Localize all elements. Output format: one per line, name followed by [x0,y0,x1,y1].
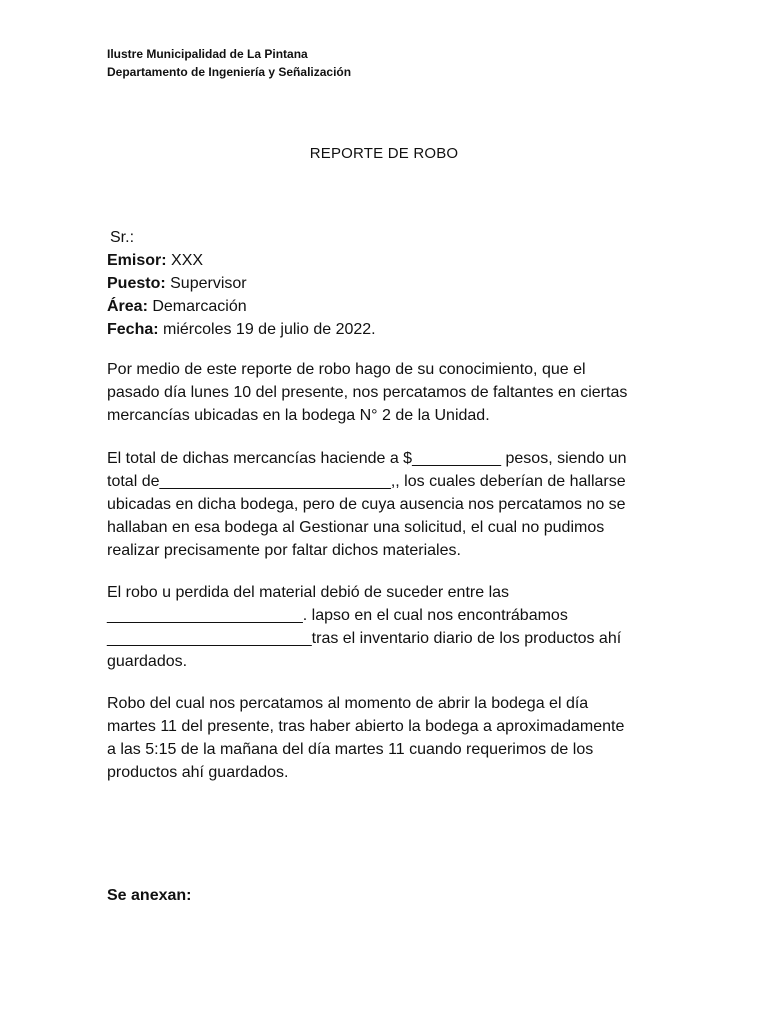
paragraph-line: Robo del cual nos percatamos al momento de abrir la bodega el día [107,695,589,712]
report-fields [107,226,376,341]
field-fecha-label: Fecha: [107,321,159,338]
annex-label: Se anexan: [107,887,192,904]
paragraph-line: productos ahí guardados. [107,764,289,781]
field-area-label: Área: [107,298,148,315]
field-area-value: Demarcación [147,298,247,315]
paragraph-line: El robo u perdida del material debió de suceder entre las [107,584,510,601]
field-puesto-label: Puesto: [107,275,166,292]
paragraph-line: realizar precisamente por faltar dichos materiales. [107,542,461,559]
paragraph-total [107,447,667,562]
letterhead [107,45,351,81]
paragraph-line: guardados. [107,653,188,670]
paragraph-line: El total de dichas mercancías haciende a $__________ pesos, siendo un [107,450,627,467]
paragraph-line: _______________________tras el inventario diario de los productos ahí [107,630,622,647]
field-emisor-label: Emisor: [107,252,167,269]
salutation: Sr.: [110,229,135,246]
paragraph-line: ubicadas en dicha bodega, pero de cuya ausencia nos percatamos no se [107,496,626,513]
letterhead-department: Departamento de Ingeniería y Señalización [107,65,352,79]
paragraph-line: a las 5:15 de la mañana del día martes 11 cuando requerimos de los [107,741,594,758]
field-emisor-value: XXX [166,252,204,269]
paragraph-line: total de__________________________,, los cuales deberían de hallarse [107,473,626,490]
paragraph-line: hallaban en esa bodega al Gestionar una solicitud, el cual no pudimos [107,519,605,536]
field-emisor [107,249,376,272]
field-area [107,295,376,318]
paragraph-line: martes 11 del presente, tras haber abierto la bodega a aproximadamente [107,718,625,735]
document-title: REPORTE DE ROBO [309,145,459,162]
paragraph-line: ______________________. lapso en el cual nos encontrábamos [107,607,568,624]
paragraph-discovery [107,692,667,784]
paragraph-line: pasado día lunes 10 del presente, nos percatamos de faltantes en ciertas [107,384,628,401]
paragraph-line: mercancías ubicadas en la bodega N° 2 de la Unidad. [107,407,490,424]
field-puesto-value: Supervisor [165,275,247,292]
paragraph-timeframe [107,581,667,673]
paragraph-notice [107,358,667,427]
field-fecha-value: miércoles 19 de julio de 2022. [158,321,376,338]
paragraph-line: Por medio de este reporte de robo hago de su conocimiento, que el [107,361,586,378]
letterhead-municipality: Ilustre Municipalidad de La Pintana [107,47,308,61]
field-fecha [107,318,376,341]
field-puesto [107,272,376,295]
